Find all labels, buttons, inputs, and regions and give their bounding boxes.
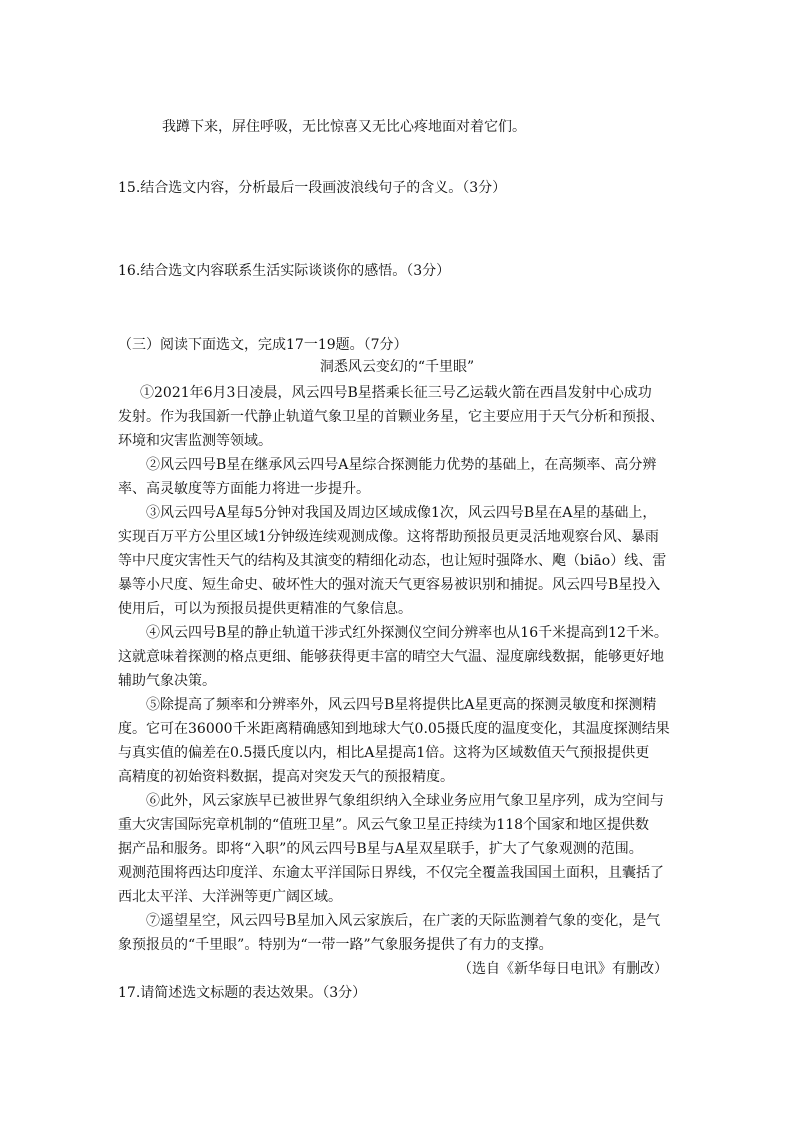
section-heading: （三）阅读下面选文，完成17一19题。（7分） <box>118 337 408 353</box>
article-line: 暴等小尺度、短生命史、破坏性大的强对流天气更容易被识别和捕捉。风云四号B星投入 <box>118 577 661 593</box>
intro-line: 我蹲下来，屏住呼吸，无比惊喜又无比心疼地面对着它们。 <box>162 119 526 135</box>
article-line: 象预报员的“千里眼”。特别为“一带一路”气象服务提供了有力的支撑。 <box>118 937 553 953</box>
article-line: 环境和灾害监测等领域。 <box>118 433 272 449</box>
article-line: ④风云四号B星的静止轨道干涉式红外探测仪空间分辨率也从16千米提高到12千米。 <box>146 625 668 641</box>
article-line: 西北太平洋、大洋洲等更广阔区域。 <box>118 889 342 905</box>
article-line: 发射。作为我国新一代静止轨道气象卫星的首颗业务星，它主要应用于天气分析和预报、 <box>118 409 664 425</box>
article-line: ⑤除提高了频率和分辨率外，风云四号B星将提供比A星更高的探测灵敏度和探测精 <box>146 697 657 713</box>
article-line: 度。它可在36000千米距离精确感知到地球大气0.05摄氏度的温度变化，其温度探测结果 <box>118 721 670 737</box>
article-line: 辅助气象决策。 <box>118 673 216 689</box>
article-line: 高精度的初始资料数据，提高对突发天气的预报精度。 <box>118 769 454 785</box>
article-line: 与真实值的偏差在0.5摄氏度以内，相比A星提高1倍。这将为区域数值天气预报提供更 <box>118 745 650 761</box>
article-source: （选自《新华每日电讯》有删改） <box>458 961 668 977</box>
article-line: ③风云四号A星每5分钟对我国及周边区域成像1次，风云四号B星在A星的基础上， <box>146 505 657 521</box>
article-title: 洞悉风云变幻的“千里眼” <box>319 359 475 375</box>
article-line: 率、高灵敏度等方面能力将进一步提升。 <box>118 481 370 497</box>
article-line: 重大灾害国际宪章机制的“值班卫星”。风云气象卫星正持续为118个国家和地区提供数 <box>118 817 650 833</box>
article-line: ⑦遥望星空，风云四号B星加入风云家族后，在广袤的天际监测着气象的变化，是气 <box>146 913 661 929</box>
question-16: 16.结合选文内容联系生活实际谈谈你的感悟。（3分） <box>118 263 451 279</box>
article-line: 实现百万平方公里区域1分钟级连续观测成像。这将帮助预报员更灵活地观察台风、暴雨 <box>118 529 659 545</box>
question-17: 17.请简述选文标题的表达效果。（3分） <box>118 985 367 1001</box>
question-15: 15.结合选文内容，分析最后一段画波浪线句子的含义。（3分） <box>118 180 507 196</box>
article-line: ①2021年6月3日凌晨，风云四号B星搭乘长征三号乙运载火箭在西昌发射中心成功 <box>140 385 652 401</box>
article-line: ⑥此外，风云家族早已被世界气象组织纳入全球业务应用气象卫星序列，成为空间与 <box>146 793 664 809</box>
article-line: 等中尺度灾害性天气的结构及其演变的精细化动态，也让短时强降水、飑（biāo）线、雷 <box>118 553 667 569</box>
article-line: ②风云四号B星在继承风云四号A星综合探测能力优势的基础上，在高频率、高分辨 <box>146 457 657 473</box>
article-line: 据产品和服务。即将“入职”的风云四号B星与A星双星联手，扩大了气象观测的范围。 <box>118 841 643 857</box>
article-line: 这就意味着探测的格点更细、能够获得更丰富的晴空大气温、湿度廓线数据，能够更好地 <box>118 649 664 665</box>
article-line: 观测范围将西达印度洋、东逾太平洋国际日界线，不仅完全覆盖我国国土面积，且囊括了 <box>118 865 664 881</box>
article-line: 使用后，可以为预报员提供更精准的气象信息。 <box>118 601 412 617</box>
